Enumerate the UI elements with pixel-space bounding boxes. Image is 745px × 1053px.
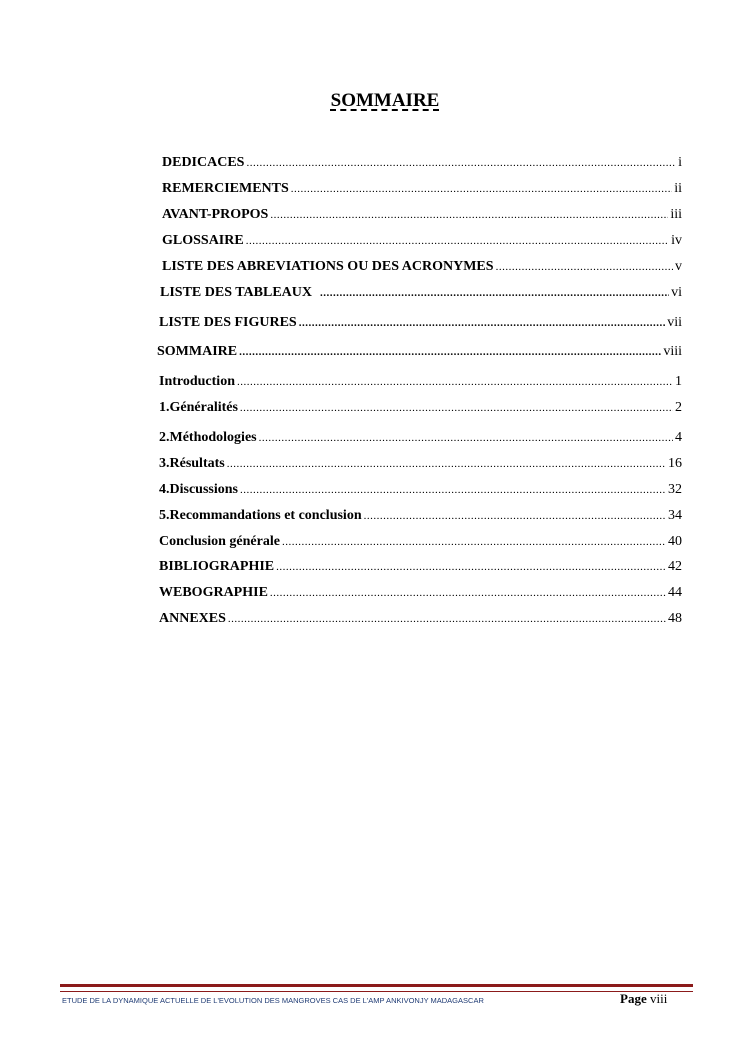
toc-entry-page: 42 xyxy=(668,559,682,574)
toc-entry-page: 32 xyxy=(668,482,682,497)
toc-entry-label: 5.Recommandations et conclusion xyxy=(159,508,362,523)
footer-document-title: ETUDE DE LA DYNAMIQUE ACTUELLE DE L'EVOLUTION DES MANGROVES CAS DE L'AMP ANKIVONJY MADAGASCAR xyxy=(62,996,484,1005)
dot-leader xyxy=(299,317,666,329)
dot-leader xyxy=(227,458,666,470)
dot-leader xyxy=(270,209,668,221)
toc-entry-page: 48 xyxy=(668,611,682,626)
page-title: SOMMAIRE xyxy=(330,90,440,111)
toc-entry-label: 1.Généralités xyxy=(159,400,238,415)
dot-leader xyxy=(246,235,669,247)
toc-entry-page: 44 xyxy=(668,585,682,600)
toc-entry-generalites[interactable] xyxy=(159,400,682,416)
toc-entry-label: DEDICACES xyxy=(162,155,245,170)
toc-entry-page: 4 xyxy=(675,430,682,445)
toc-entry-page: iii xyxy=(670,207,682,222)
toc-entry-page: 34 xyxy=(668,508,682,523)
toc-entry-annexes[interactable] xyxy=(159,611,682,627)
footer-divider xyxy=(60,984,693,992)
toc-entry-page: 2 xyxy=(675,400,682,415)
dot-leader xyxy=(320,287,669,299)
toc-entry-abreviations[interactable] xyxy=(162,259,682,275)
toc-entry-page: viii xyxy=(663,344,682,359)
toc-entry-label: LISTE DES FIGURES xyxy=(159,315,297,330)
toc-entry-page: ii xyxy=(674,181,682,196)
toc-entry-label: Conclusion générale xyxy=(159,534,280,549)
toc-entry-page: 1 xyxy=(675,374,682,389)
dot-leader xyxy=(270,587,666,599)
toc-entry-label: SOMMAIRE xyxy=(157,344,238,359)
dot-leader xyxy=(496,261,673,273)
dot-leader xyxy=(276,561,666,573)
dot-leader xyxy=(364,510,666,522)
toc-entry-page: v xyxy=(675,259,682,274)
footer-page-label: Page xyxy=(620,991,647,1006)
toc-entry-remerciements[interactable] xyxy=(162,181,682,197)
dot-leader xyxy=(240,484,666,496)
toc-entry-methodologies[interactable] xyxy=(159,430,682,446)
toc-entry-figures[interactable] xyxy=(159,315,682,331)
toc-entry-label: LISTE DES TABLEAUX xyxy=(160,285,312,300)
toc-entry-label: REMERCIEMENTS xyxy=(162,181,289,196)
dot-leader xyxy=(259,432,673,444)
dot-leader xyxy=(237,376,673,388)
toc-entry-avant-propos[interactable] xyxy=(162,207,682,223)
toc-entry-discussions[interactable] xyxy=(159,482,682,498)
toc-entry-label: 2.Méthodologies xyxy=(159,430,257,445)
toc-entry-label: Introduction xyxy=(159,374,235,389)
toc-entry-page: vi xyxy=(671,285,682,300)
toc-entry-webographie[interactable] xyxy=(159,585,682,601)
toc-entry-introduction[interactable] xyxy=(159,374,682,390)
footer-page-value: viii xyxy=(649,991,668,1006)
toc-entry-bibliographie[interactable] xyxy=(159,559,682,575)
toc-entry-page: 16 xyxy=(668,456,682,471)
dot-leader xyxy=(291,183,672,195)
toc-entry-page: 40 xyxy=(668,534,682,549)
toc-entry-label: LISTE DES ABREVIATIONS OU DES ACRONYMES xyxy=(162,259,494,274)
toc-entry-page: vii xyxy=(667,315,682,330)
dot-leader xyxy=(228,613,666,625)
toc-entry-conclusion-generale[interactable] xyxy=(159,534,682,550)
toc-entry-page: i xyxy=(678,155,682,170)
toc-entry-label: BIBLIOGRAPHIE xyxy=(159,559,275,574)
toc-entry-sommaire[interactable] xyxy=(157,344,682,360)
toc-entry-label: 3.Résultats xyxy=(159,456,225,471)
toc-entry-label: GLOSSAIRE xyxy=(162,233,244,248)
toc-entry-dedicaces[interactable] xyxy=(162,155,682,171)
dot-leader xyxy=(282,536,666,548)
dot-leader xyxy=(239,346,661,358)
toc-entry-label: AVANT-PROPOS xyxy=(162,207,269,222)
toc-entry-label: WEBOGRAPHIE xyxy=(159,585,268,600)
toc-entry-label: 4.Discussions xyxy=(159,482,238,497)
toc-entry-tableaux[interactable] xyxy=(160,285,682,301)
dot-leader xyxy=(240,402,673,414)
toc-entry-glossaire[interactable] xyxy=(162,233,682,249)
footer-page-number xyxy=(620,991,667,1007)
toc-entry-page: iv xyxy=(671,233,682,248)
toc-entry-recommandations[interactable] xyxy=(159,508,682,524)
toc-entry-resultats[interactable] xyxy=(159,456,682,472)
toc-entry-label: ANNEXES xyxy=(159,611,226,626)
dot-leader xyxy=(246,157,676,169)
